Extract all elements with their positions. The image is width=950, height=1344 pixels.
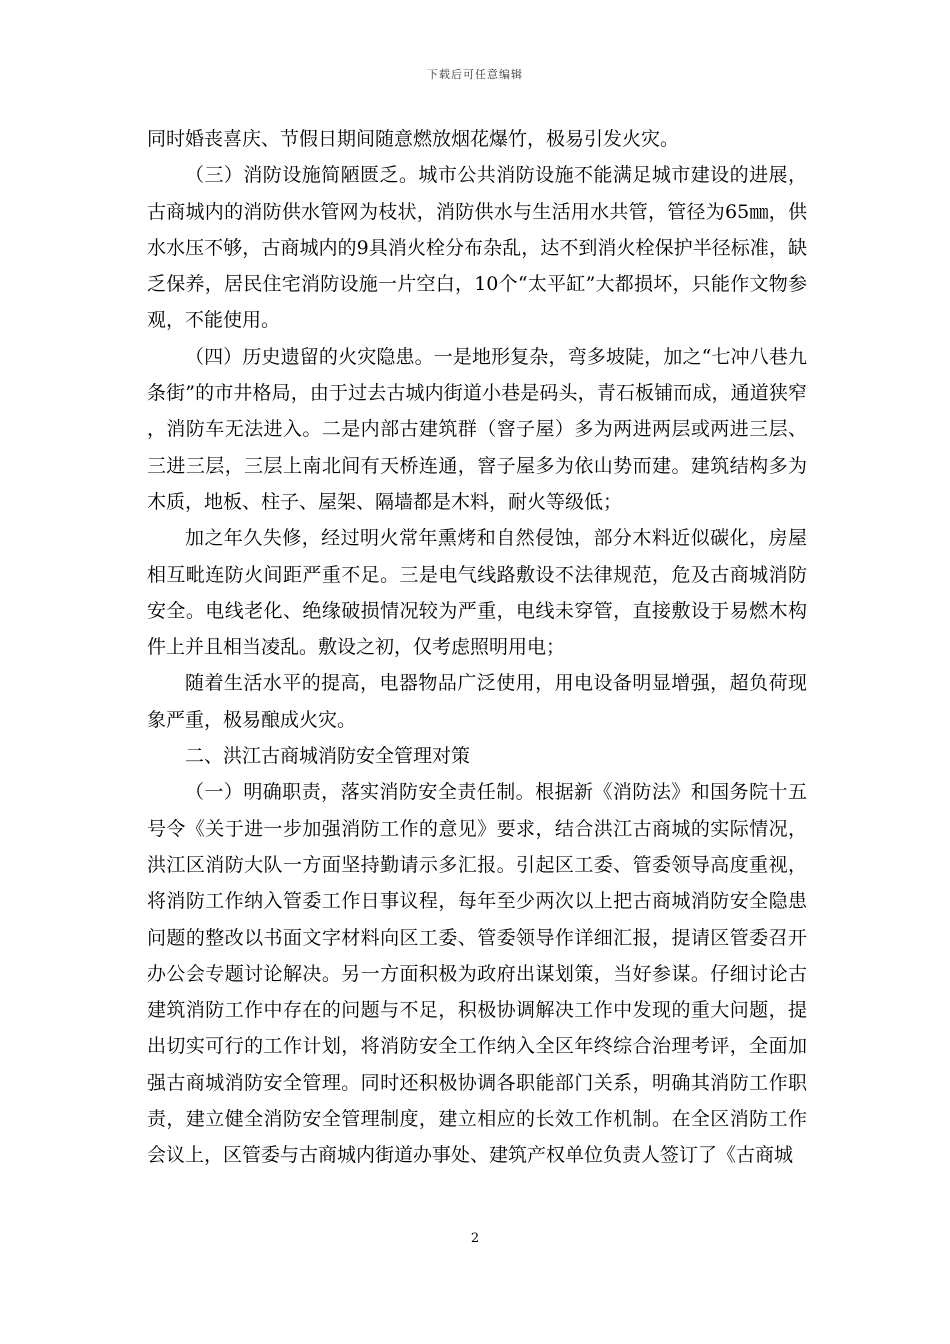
page-number: 2 [470, 1231, 480, 1246]
page-header: 下载后可任意编辑 [427, 68, 523, 81]
paragraph-overload: 随着生活水平的提高，电器物品广泛使用，用电设备明显增强，超负荷现象严重，极易酿成火灾。 [147, 672, 807, 731]
paragraph-disrepair: 加之年久失修，经过明火常年熏烤和自然侵蚀，部分木料近似碳化，房屋相互毗连防火间距严重不足。三是电气线路敷设不法律规范，危及古商城消防安全。电线老化、绝缘破损情况较为严重，电线未穿管，直接敷设于易燃木构件上并且相当凌乱。敷设之初，仅考虑照明用电； [147, 527, 807, 659]
section-heading: 二、洪江古商城消防安全管理对策 [185, 745, 471, 768]
paragraph-facilities: （三）消防设施简陋匮乏。城市公共消防设施不能满足城市建设的进展，古商城内的消防供水管网为枝状，消防供水与生活用水共管，管径为65㎜，供水水压不够，古商城内的9具消火栓分布杂乱，达不到消火栓保护半径标准，缺乏保养，居民住宅消防设施一片空白，10个“太平缸”大都损坏，只能作文物参观，不能使用。 [147, 164, 807, 332]
paragraph-responsibility: （一）明确职责，落实消防安全责任制。根据新《消防法》和国务院十五号令《关于进一步加强消防工作的意见》要求，结合洪江古商城的实际情况，洪江区消防大队一方面坚持勤请示多汇报。引起区工委、管委领导高度重视，将消防工作纳入管委工作日事议程，每年至少两次以上把古商城消防安全隐患问题的整改以书面文字材料向区工委、管委领导作详细汇报，提请区管委召开办公会专题讨论解决。另一方面积极为政府出谋划策，当好参谋。仔细讨论古建筑消防工作中存在的问题与不足，积极协调解决工作中发现的重大问题，提出切实可行的工作计划，将消防安全工作纳入全区年终综合治理考评，全面加强古商城消防安全管理。同时还积极协调各职能部门关系，明确其消防工作职责，建立健全消防安全管理制度，建立相应的长效工作机制。在全区消防工作会议上，区管委与古商城内街道办事处、建筑产权单位负责人签订了《古商城 [147, 781, 807, 1167]
document-body [147, 121, 807, 1174]
paragraph-continuation: 同时婚丧喜庆、节假日期间随意燃放烟花爆竹，极易引发火灾。 [147, 128, 680, 150]
paragraph-historical-hazards: （四）历史遗留的火灾隐患。一是地形复杂，弯多坡陡，加之“七冲八巷九条街”的市井格局，由于过去古城内街道小巷是码头，青石板铺而成，通道狭窄，消防车无法进入。二是内部古建筑群（窨子屋）多为两进两层或两进三层、三进三层，三层上南北间有天桥连通，窨子屋多为依山势而建。建筑结构多为木质，地板、柱子、屋架、隔墙都是木料，耐火等级低； [147, 345, 807, 513]
